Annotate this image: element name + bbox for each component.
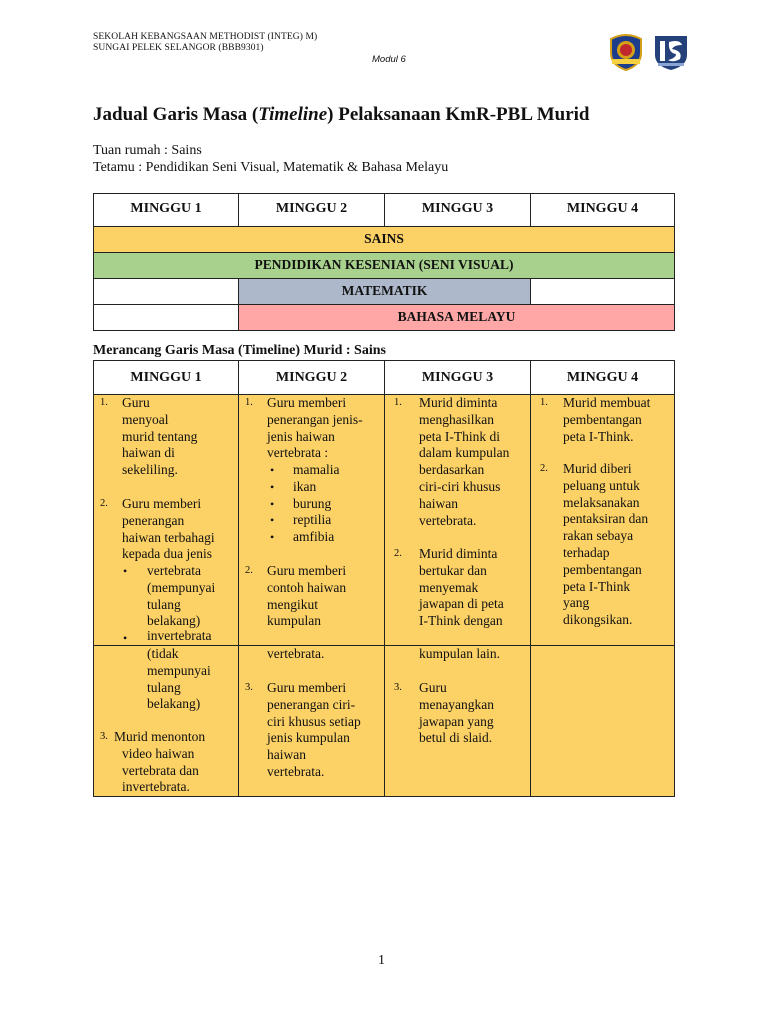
week-header-4: MINGGU 4 <box>530 193 675 227</box>
week3-activities-cont <box>384 645 531 797</box>
item-number: 1. <box>394 397 402 408</box>
item-number: 2. <box>100 498 108 509</box>
week-header-3: MINGGU 3 <box>384 360 531 395</box>
activity-text: Murid membuat pembentangan peta I-Think. <box>563 395 651 444</box>
bullet-text: (tidak mempunyai tulang belakang) <box>147 646 211 712</box>
sk-emblem-logo <box>652 33 690 71</box>
activity-text: Murid diminta bertukar dan menyemak jawapan di peta I-Think dengan <box>419 546 504 629</box>
host-subject: Tuan rumah : Sains <box>93 143 202 158</box>
page-title: Jadual Garis Masa (Timeline) Pelaksanaan KmR-PBL Murid <box>93 104 590 125</box>
section-heading: Merancang Garis Masa (Timeline) Murid : Sains <box>93 343 386 358</box>
activity-text: kumpulan lain. <box>419 646 500 661</box>
week-header-1: MINGGU 1 <box>93 193 239 227</box>
bullet-text: vertebrata (mempunyai tulang belakang) <box>147 563 216 629</box>
bullet-list: mamalia ikan burung reptilia amfibia <box>293 462 340 545</box>
empty-cell <box>93 304 239 331</box>
page-number: 1 <box>378 953 385 968</box>
activity-text: Guru menyoal murid tentang haiwan di sekeliling. <box>122 395 198 478</box>
item-number: 1. <box>245 397 253 408</box>
bar-sains: SAINS <box>93 226 675 253</box>
week-header-3: MINGGU 3 <box>384 193 531 227</box>
item-number: 2. <box>245 565 253 576</box>
activity-text: Murid menonton video haiwan vertebrata dan invertebrata. <box>114 729 206 795</box>
empty-cell <box>93 278 239 305</box>
empty-cell <box>530 278 675 305</box>
item-number: 1. <box>540 397 548 408</box>
week4-activities <box>530 394 675 646</box>
modul-label: Modul 6 <box>372 54 406 65</box>
item-number: 3. <box>245 682 253 693</box>
school-address: SUNGAI PELEK SELANGOR (BBB9301) <box>93 43 264 53</box>
activity-text: Guru memberi penerangan haiwan terbahagi kepada dua jenis <box>122 496 215 562</box>
week2-activities <box>238 394 385 646</box>
week1-activities-cont <box>93 645 239 797</box>
bar-seni-visual: PENDIDIKAN KESENIAN (SENI VISUAL) <box>93 252 675 279</box>
activity-text: Murid diberi peluang untuk melaksanakan pentaksiran dan rakan sebaya terhadap pembentangan peta I-Think yang dikongsikan. <box>563 461 649 628</box>
week3-activities <box>384 394 531 646</box>
item-number: 3. <box>394 682 402 693</box>
school-name: SEKOLAH KEBANGSAAN METHODIST (INTEG) M) <box>93 32 318 42</box>
bullet-text: invertebrata <box>147 628 212 643</box>
bar-matematik: MATEMATIK <box>238 278 531 305</box>
item-number: 2. <box>394 548 402 559</box>
week1-activities <box>93 394 239 646</box>
activity-text: Guru memberi penerangan jenis- jenis haiwan vertebrata : <box>267 395 363 461</box>
activity-text: Guru memberi penerangan ciri- ciri khusus setiap jenis kumpulan haiwan vertebrata. <box>267 680 361 779</box>
bullet-icon: • <box>123 564 128 578</box>
week-header-2: MINGGU 2 <box>238 193 385 227</box>
guest-subjects: Tetamu : Pendidikan Seni Visual, Matematik & Bahasa Melayu <box>93 160 449 175</box>
week4-activities-cont <box>530 645 675 797</box>
bullet-icon: • • • • • <box>270 463 275 545</box>
activity-text: Murid diminta menghasilkan peta I-Think di dalam kumpulan berdasarkan ciri-ciri khusus haiwan vertebrata. <box>419 395 510 528</box>
item-number: 3. <box>100 731 108 742</box>
item-number: 1. <box>100 397 108 408</box>
week-header-2: MINGGU 2 <box>238 360 385 395</box>
week-header-1: MINGGU 1 <box>93 360 239 395</box>
week-header-4: MINGGU 4 <box>530 360 675 395</box>
week2-activities-cont <box>238 645 385 797</box>
activity-text: Guru menayangkan jawapan yang betul di slaid. <box>419 680 494 746</box>
activity-text: vertebrata. <box>267 646 325 661</box>
school-crest-logo <box>608 33 644 71</box>
bar-bahasa-melayu: BAHASA MELAYU <box>238 304 675 331</box>
activity-text: Guru memberi contoh haiwan mengikut kumpulan <box>267 563 347 629</box>
bullet-icon: • <box>123 631 128 645</box>
item-number: 2. <box>540 463 548 474</box>
